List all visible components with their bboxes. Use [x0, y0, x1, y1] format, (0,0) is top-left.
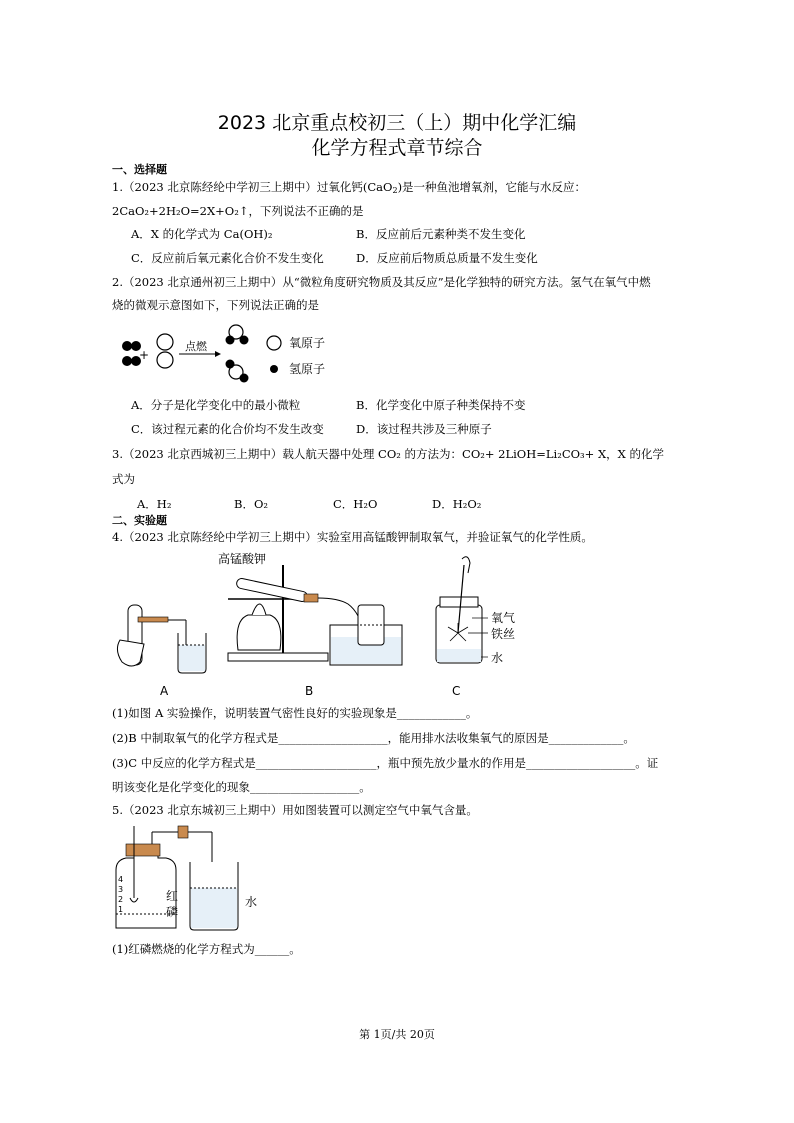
q1-option-a: A．X 的化学式为 Ca(OH)₂	[131, 227, 273, 241]
q4-part1: (1)如图 A 实验操作，说明装置气密性良好的实验现象是____________。	[112, 706, 478, 720]
q2-option-a: A．分子是化学变化中的最小微粒	[131, 398, 301, 412]
apparatus-b	[218, 551, 402, 665]
oxygen-molecule	[157, 334, 173, 368]
label-red: 红	[166, 889, 179, 903]
q4-apparatus-figure	[108, 545, 528, 700]
water-molecules	[226, 325, 249, 383]
legend-hydrogen-icon	[270, 365, 278, 373]
q3-stem-line2: 式为	[112, 472, 135, 486]
q3-option-c: C．H₂O	[333, 497, 378, 511]
q2-stem-line1: 2.（2023 北京通州初三上期中）从“微粒角度研究物质及其反应”是化学独特的研究方法。氢气在氧气中燃	[112, 275, 651, 289]
fig-plus-sign: +	[139, 348, 150, 362]
arrow-head-icon	[215, 351, 221, 357]
q2-option-b: B．化学变化中原子种类保持不变	[356, 398, 526, 412]
label-water: 水	[245, 895, 258, 909]
scale-mark-3: 3	[118, 885, 124, 894]
q2-stem-line2: 烧的微观示意图如下，下列说法正确的是	[112, 298, 319, 312]
q3-option-d: D．H₂O₂	[432, 497, 482, 511]
apparatus-c	[436, 557, 515, 665]
q1-option-c: C．反应前后氧元素化合价不发生变化	[131, 251, 324, 265]
fig-label-b: B	[305, 684, 314, 698]
q1-equation: 2CaO₂+2H₂O=2X+O₂↑，下列说法不正确的是	[112, 204, 364, 218]
q1-option-d: D．反应前后物质总质量不发生变化	[356, 251, 538, 265]
legend-oxygen-label: 氧原子	[289, 336, 326, 350]
q5-stem: 5.（2023 北京东城初三上期中）用如图装置可以测定空气中氧气含量。	[112, 803, 478, 817]
fig-label-a: A	[160, 684, 169, 698]
q4-stem: 4.（2023 北京陈经纶中学初三上期中）实验室用高锰酸钾制取氧气，并验证氧气的化学性质。	[112, 530, 593, 544]
scale-mark-1: 1	[118, 905, 124, 914]
q1-stem: 1.（2023 北京陈经纶中学初三上期中）过氧化钙(CaO$_2$)是一种鱼池增氧剂，它能与水反应：	[112, 180, 587, 195]
legend-oxygen-icon	[267, 336, 281, 350]
page-title: 2023 北京重点校初三（上）期中化学汇编	[217, 112, 577, 134]
scale-mark-4: 4	[118, 875, 124, 884]
label-oxygen: 氧气	[491, 611, 516, 625]
q3-option-a: A．H₂	[137, 497, 172, 511]
q4-part3-cont: 明该变化是化学变化的现象___________________。	[112, 780, 371, 794]
page-subtitle: 化学方程式章节综合	[311, 137, 483, 159]
q5-apparatus-figure	[108, 822, 288, 937]
q2-option-c: C．该过程元素的化合价均不发生改变	[131, 422, 324, 436]
q2-option-d: D．该过程共涉及三种原子	[356, 422, 492, 436]
label-water: 水	[491, 651, 504, 665]
fig-arrow-label: 点燃	[185, 340, 207, 353]
q3-option-b: B．O₂	[234, 497, 268, 511]
q2-molecule-figure	[108, 318, 368, 390]
label-phosphorus: 磷	[166, 905, 179, 919]
q4-part2: (2)B 中制取氧气的化学方程式是___________________，能用排水法收集氧气的原因是_____________。	[112, 731, 635, 745]
section-heading-experiment: 二、实验题	[112, 514, 167, 527]
fig-label-c: C	[452, 684, 461, 698]
q4-part3: (3)C 中反应的化学方程式是_____________________，瓶中预先放少量水的作用是___________________。证	[112, 756, 659, 770]
legend-hydrogen-label: 氢原子	[289, 362, 326, 376]
q1-option-b: B．反应前后元素种类不发生变化	[356, 227, 526, 241]
label-iron-wire: 铁丝	[491, 627, 516, 641]
q5-part1: (1)红磷燃烧的化学方程式为______。	[112, 942, 301, 956]
page-footer: 第 1页/共 20页	[359, 1028, 435, 1041]
apparatus-a	[117, 605, 206, 673]
q3-stem-line1: 3.（2023 北京西城初三上期中）载人航天器中处理 CO₂ 的方法为：CO₂+ 2LiOH=Li₂CO₃+ X，X 的化学	[112, 447, 664, 461]
section-heading-choice: 一、选择题	[112, 163, 167, 176]
label-kmno4: 高锰酸钾	[218, 552, 267, 566]
scale-mark-2: 2	[118, 895, 124, 904]
